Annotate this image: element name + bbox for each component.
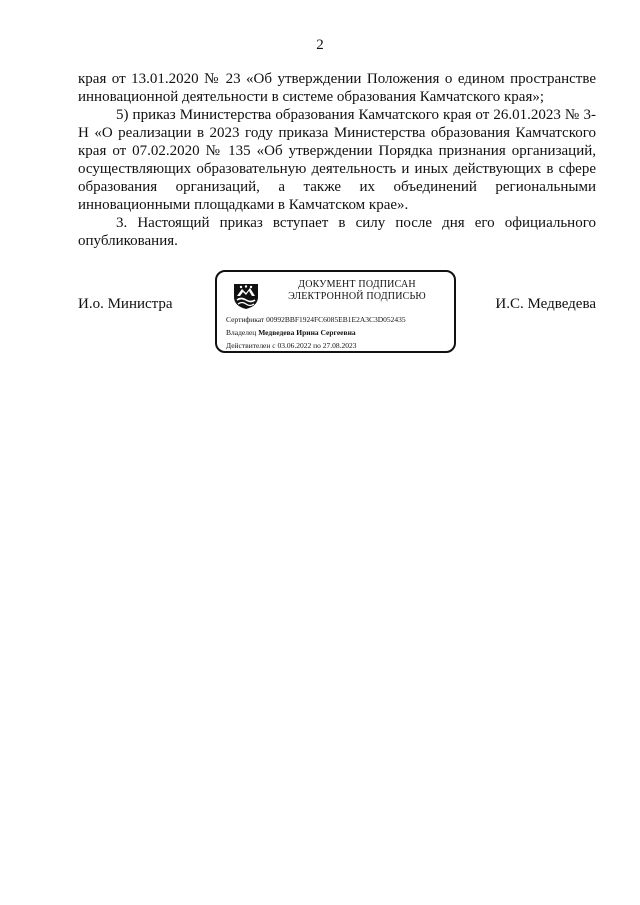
stamp-owner-row xyxy=(226,328,356,337)
document-body xyxy=(78,70,596,250)
paragraph-continuation: края от 13.01.2020 № 23 «Об утверждении Положения о едином пространстве инновационной деятельности в системе образования Камчатского края»; xyxy=(78,71,596,105)
stamp-certificate-row xyxy=(226,315,406,324)
paragraph-item-3: 3. Настоящий приказ вступает в силу после дня его официального опубликования. xyxy=(78,215,596,249)
valid-from-date: 03.06.2022 xyxy=(277,341,312,350)
valid-from-label: с xyxy=(272,341,276,350)
signer-title: И.о. Министра xyxy=(78,296,173,312)
valid-label: Действителен xyxy=(226,341,271,350)
signature-block xyxy=(78,270,596,358)
owner-label: Владелец xyxy=(226,328,257,337)
owner-value: Медведева Ирина Сергеевна xyxy=(258,328,356,337)
valid-to-label: по xyxy=(313,341,321,350)
paragraph-item-5: 5) приказ Министерства образования Камчатского края от 26.01.2023 № 3-Н «О реализации в 2023 году приказа Министерства образования Камчатского края от 07.02.2020 № 135 «Об утверждении Порядка признания организаций, осуществляющих образовательную деятельность и иных действующих в сфере образования организаций, а также их объединений региональными инновационными площадками в Камчатском крае». xyxy=(78,107,596,213)
stamp-heading-line-2: ЭЛЕКТРОННОЙ ПОДПИСЬЮ xyxy=(288,291,426,302)
valid-to-date: 27.08.2023 xyxy=(322,341,357,350)
page-number: 2 xyxy=(316,37,324,53)
coat-of-arms-emblem-icon xyxy=(231,280,261,310)
signer-name: И.С. Медведева xyxy=(495,296,596,312)
stamp-heading xyxy=(267,279,447,303)
stamp-validity-row xyxy=(226,341,357,350)
certificate-value: 00992BBF1924FC6085EB1E2A3C3D052435 xyxy=(266,315,406,324)
stamp-heading-line-1: ДОКУМЕНТ ПОДПИСАН xyxy=(298,279,416,290)
electronic-signature-stamp xyxy=(215,270,456,353)
certificate-label: Сертификат xyxy=(226,315,265,324)
